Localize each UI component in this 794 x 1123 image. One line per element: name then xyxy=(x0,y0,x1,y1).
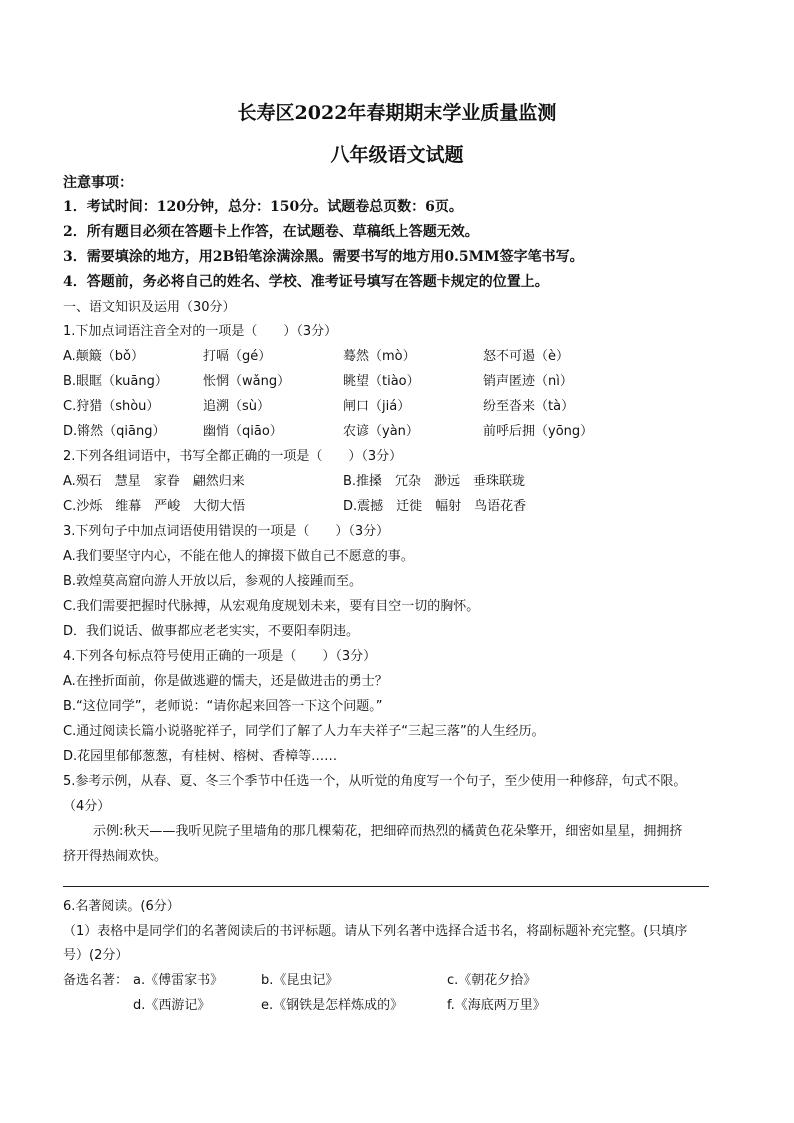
exam-subtitle: 八年级语文试题 xyxy=(330,144,464,166)
notice-item: 3．需要填涂的地方，用2B铅笔涂满涂黑。需要书写的地方用0.5MM签字笔书写。 xyxy=(63,249,584,265)
book-option: a.《傅雷家书》 xyxy=(133,973,224,988)
q1-option-row xyxy=(63,422,743,442)
question-4-stem: 4.下列各句标点符号使用正确的一项是（ ）（3分） xyxy=(63,649,377,664)
question-1-stem: 1.下加点词语注音全对的一项是（ ）（3分） xyxy=(63,324,338,339)
q1-option-cell: 闸口（jiá） xyxy=(343,399,411,414)
q1-option-cell: 前呼后拥（yōng） xyxy=(483,424,594,439)
q6-books-row xyxy=(63,971,743,991)
q2-option-row xyxy=(63,497,743,517)
q1-option-cell: B.眼眶（kuāng） xyxy=(63,374,168,389)
q1-option-row xyxy=(63,372,743,392)
q2-option-cell: B.推搡 冗杂 渺远 垂珠联珑 xyxy=(343,474,526,489)
book-option: f.《海底两万里》 xyxy=(447,998,546,1013)
q3-option: C.我们需要把握时代脉搏，从宏观角度规划未来，要有目空一切的胸怀。 xyxy=(63,599,480,614)
book-option: b.《昆虫记》 xyxy=(261,973,339,988)
q3-option: D．我们说话、做事都应老老实实，不要阳奉阴违。 xyxy=(63,624,360,639)
q1-option-cell: 打嗝（gé） xyxy=(203,349,272,364)
q5-example: 示例:秋天——我听见院子里墙角的那几棵菊花，把细碎而热烈的橘黄色花朵擎开，细密如星星，拥拥挤 xyxy=(93,824,683,839)
book-option: d.《西游记》 xyxy=(133,998,211,1013)
question-3-stem: 3.下列句子中加点词语使用错误的一项是（ ）（3分） xyxy=(63,524,390,539)
q1-option-cell: C.狩猎（shòu） xyxy=(63,399,160,414)
exam-title: 长寿区2022年春期期末学业质量监测 xyxy=(237,102,557,124)
q1-option-cell: D.锵然（qiāng） xyxy=(63,424,166,439)
q2-option-cell: D.震撼 迁徙 幅射 鸟语花香 xyxy=(343,499,527,514)
q4-option: D.花园里郁郁葱葱，有桂树、榕树、香樟等…… xyxy=(63,749,338,764)
q1-option-cell: 销声匿迹（nì） xyxy=(483,374,573,389)
section-heading: 一、语文知识及运用（30分） xyxy=(63,300,236,315)
q4-option: C.通过阅读长篇小说骆驼祥子，同学们了解了人力车夫祥子“三起三落”的人生经历。 xyxy=(63,724,545,739)
q1-option-cell: 蓦然（mò） xyxy=(343,349,416,364)
question-2-stem: 2.下列各组词语中，书写全都正确的一项是（ ）（3分） xyxy=(63,449,403,464)
q2-option-row xyxy=(63,472,743,492)
q1-option-cell: 纷至沓来（tà） xyxy=(483,399,575,414)
book-option: e.《钢铁是怎样炼成的》 xyxy=(261,998,404,1013)
notice-item: 4．答题前，务必将自己的姓名、学校、准考证号填写在答题卡规定的位置上。 xyxy=(63,274,549,290)
q1-option-cell: A.颠簸（bǒ） xyxy=(63,349,145,364)
book-option: c.《朝花夕拾》 xyxy=(447,973,537,988)
question-5-stem: 5.参考示例，从春、夏、冬三个季节中任选一个，从听觉的角度写一个句子，至少使用一种修辞，句式不限。 xyxy=(63,774,687,789)
answer-line-divider xyxy=(63,886,709,887)
q1-option-row xyxy=(63,347,743,367)
q4-option: B.“这位同学”，老师说：“请你起来回答一下这个问题。” xyxy=(63,699,383,714)
question-6-stem: 6.名著阅读。(6分） xyxy=(63,899,180,914)
q5-example-cont: 挤开得热闹欢快。 xyxy=(63,849,168,864)
q3-option: A.我们要坚守内心，不能在他人的撺掇下做自己不愿意的事。 xyxy=(63,549,414,564)
q4-option: A.在挫折面前，你是做逃避的懦夫，还是做进击的勇士？ xyxy=(63,674,388,689)
q1-option-cell: 农谚（yàn） xyxy=(343,424,419,439)
q6-sub1: （1）表格中是同学们的名著阅读后的书评标题。请从下列名著中选择合适书名，将副标题补充完整。(只填序 xyxy=(63,924,688,939)
q1-option-cell: 眺望（tiào） xyxy=(343,374,420,389)
q6-books-row xyxy=(63,996,743,1016)
notice-item: 1．考试时间：120分钟，总分：150分。试题卷总页数：6页。 xyxy=(63,199,463,215)
notice-item: 2．所有题目必须在答题卡上作答，在试题卷、草稿纸上答题无效。 xyxy=(63,224,479,240)
question-5-points: （4分） xyxy=(63,799,111,814)
q1-option-cell: 怒不可遏（è） xyxy=(483,349,569,364)
q1-option-row xyxy=(63,397,743,417)
q3-option: B.敦煌莫高窟向游人开放以后，参观的人接踵而至。 xyxy=(63,574,363,589)
q2-option-cell: A.殒石 慧星 家眷 翩然归来 xyxy=(63,474,245,489)
q2-option-cell: C.沙烁 维幕 严峻 大彻大悟 xyxy=(63,499,246,514)
q1-option-cell: 追溯（sù） xyxy=(203,399,271,414)
notice-heading: 注意事项： xyxy=(63,175,133,191)
q1-option-cell: 怅惘（wǎng） xyxy=(203,374,291,389)
q6-sub1-cont: 号）(2分） xyxy=(63,948,129,963)
books-label: 备选名著： xyxy=(63,973,129,988)
q1-option-cell: 幽悄（qiāo） xyxy=(203,424,283,439)
